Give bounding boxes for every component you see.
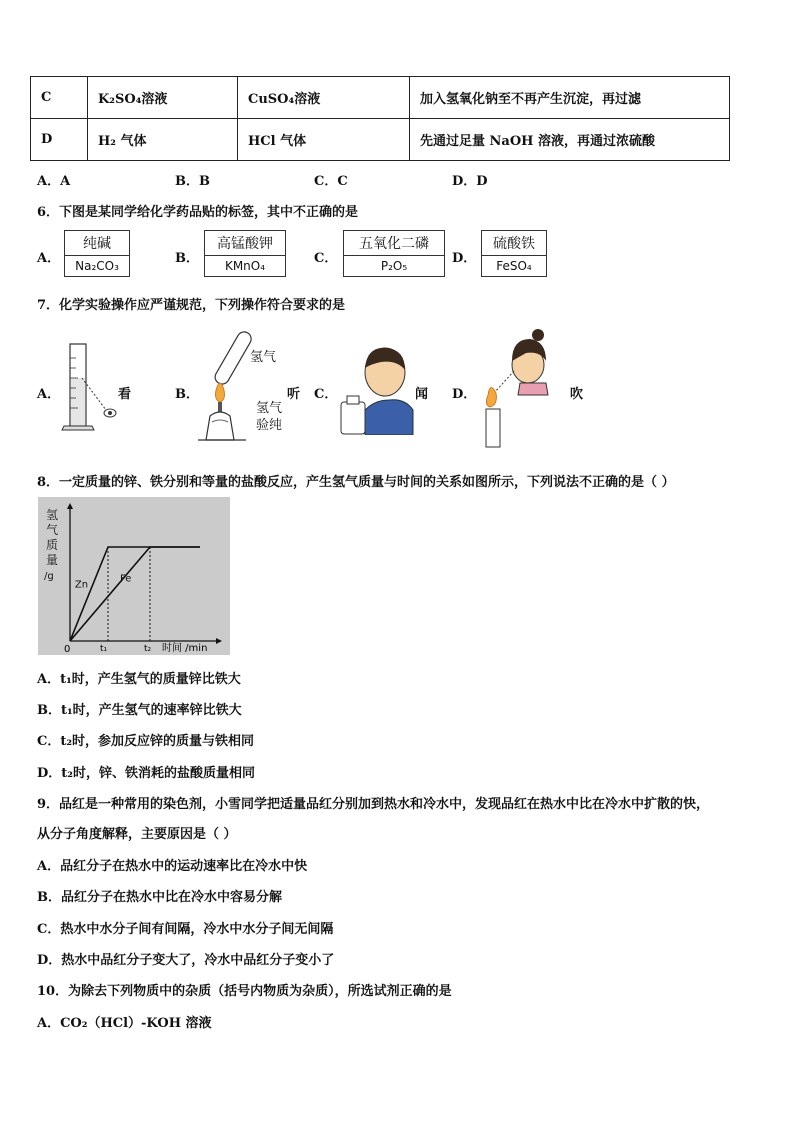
label-name: 五氧化二磷 bbox=[344, 231, 444, 256]
series-line-zn bbox=[70, 547, 200, 641]
row-method: 先通过足量 NaOH 溶液，再通过浓硫酸 bbox=[410, 119, 730, 161]
y-label-line: /g bbox=[44, 571, 54, 582]
origin-label: 0 bbox=[64, 644, 71, 655]
tube-label-hydrogen: 氢气 bbox=[250, 350, 277, 365]
table-row bbox=[31, 119, 730, 161]
q6-option-a-letter[interactable]: A． bbox=[37, 251, 61, 266]
q9-stem-line1: 9．品红是一种常用的染色剂，小雪同学把适量品红分别加到热水和冷水中，发现品红在热水中比在冷水中扩散的快， bbox=[37, 797, 710, 812]
q6-option-d-letter[interactable]: D． bbox=[452, 251, 477, 266]
flame-label-hydrogen: 氢气 bbox=[256, 401, 283, 416]
q5-option-d[interactable]: D．D bbox=[452, 174, 488, 189]
q9-option-d[interactable]: D．热水中品红分子变大了，冷水中品红分子变小了 bbox=[37, 953, 335, 968]
x-tick-t2: t₂ bbox=[144, 644, 152, 654]
graduated-cylinder-illustration bbox=[58, 338, 124, 438]
q9-option-b[interactable]: B．品红分子在热水中比在冷水中容易分解 bbox=[37, 890, 282, 905]
series-label-fe: Fe bbox=[120, 573, 132, 585]
label-formula: KMnO₄ bbox=[224, 259, 266, 273]
q5-option-a[interactable]: A．A bbox=[37, 174, 71, 189]
q7-option-b-caption: 听 bbox=[287, 387, 301, 402]
label-formula: FeSO₄ bbox=[496, 259, 532, 273]
row-impurity: CuSO₄溶液 bbox=[238, 77, 410, 119]
y-label-line: 质 bbox=[46, 538, 59, 552]
y-axis-arrow bbox=[67, 503, 73, 509]
q8-option-c[interactable]: C．t₂时，参加反应锌的质量与铁相同 bbox=[37, 734, 255, 749]
q6-option-b-label[interactable] bbox=[204, 230, 286, 277]
q9-option-c[interactable]: C．热水中水分子间有间隔，冷水中水分子间无间隔 bbox=[37, 922, 334, 937]
flame-label-purity: 验纯 bbox=[256, 418, 283, 433]
q8-stem: 8．一定质量的锌、铁分别和等量的盐酸反应，产生氢气质量与时间的关系如图所示，下列说法不正确的是（ ） bbox=[37, 475, 675, 490]
q5-option-b[interactable]: B．B bbox=[175, 174, 210, 189]
q6-option-c-label[interactable] bbox=[343, 230, 445, 277]
q7-option-a-letter[interactable]: A． bbox=[37, 387, 61, 402]
row-method: 加入氢氧化钠至不再产生沉淀，再过滤 bbox=[410, 77, 730, 119]
row-letter: C bbox=[31, 77, 88, 119]
label-name: 高锰酸钾 bbox=[205, 231, 285, 256]
x-axis-label: 时间 /min bbox=[162, 643, 208, 654]
label-formula: Na₂CO₃ bbox=[75, 259, 119, 273]
q6-stem: 6．下图是某同学给化学药品贴的标签，其中不正确的是 bbox=[37, 205, 359, 220]
q8-option-d[interactable]: D．t₂时，锌、铁消耗的盐酸质量相同 bbox=[37, 766, 255, 781]
y-label-line: 氢 bbox=[46, 508, 59, 522]
x-tick-t1: t₁ bbox=[100, 644, 108, 654]
q6-option-b-letter[interactable]: B． bbox=[175, 251, 199, 266]
q6-option-a-label[interactable] bbox=[64, 230, 130, 277]
q7-stem: 7．化学实验操作应严谨规范，下列操作符合要求的是 bbox=[37, 298, 346, 313]
q7-option-a-caption: 看 bbox=[118, 387, 132, 402]
q8-option-b[interactable]: B．t₁时，产生氢气的速率锌比铁大 bbox=[37, 703, 242, 718]
q7-option-c-letter[interactable]: C． bbox=[314, 387, 338, 402]
y-label-line: 量 bbox=[46, 553, 59, 567]
q5-option-c[interactable]: C．C bbox=[314, 174, 348, 189]
q10-option-a[interactable]: A．CO₂（HCl）-KOH 溶液 bbox=[37, 1016, 212, 1031]
q9-option-a[interactable]: A．品红分子在热水中的运动速率比在冷水中快 bbox=[37, 859, 308, 874]
blowing-out-candle-illustration bbox=[476, 325, 566, 450]
hydrogen-mass-time-chart bbox=[38, 497, 230, 655]
row-substance: K₂SO₄溶液 bbox=[88, 77, 238, 119]
q7-option-d-letter[interactable]: D． bbox=[452, 387, 477, 402]
label-formula: P₂O₅ bbox=[380, 259, 408, 273]
label-name: 硫酸铁 bbox=[482, 231, 546, 256]
row-substance: H₂ 气体 bbox=[88, 119, 238, 161]
q7-option-b-letter[interactable]: B． bbox=[175, 387, 199, 402]
q8-option-a[interactable]: A．t₁时，产生氢气的质量锌比铁大 bbox=[37, 672, 241, 687]
q7-option-c-caption: 闻 bbox=[415, 387, 429, 402]
q5-table bbox=[30, 76, 730, 161]
row-letter: D bbox=[31, 119, 88, 161]
q9-stem-line2: 从分子角度解释，主要原因是（ ） bbox=[37, 827, 237, 842]
x-axis-arrow bbox=[216, 638, 222, 644]
y-axis-label bbox=[44, 508, 58, 582]
q6-option-d-label[interactable] bbox=[481, 230, 547, 277]
label-name: 纯碱 bbox=[65, 231, 129, 256]
table-row bbox=[31, 77, 730, 119]
series-label-zn: Zn bbox=[74, 579, 89, 591]
series-group bbox=[70, 547, 200, 641]
y-label-line: 气 bbox=[46, 523, 59, 537]
q6-option-c-letter[interactable]: C． bbox=[314, 251, 338, 266]
chart-svg bbox=[38, 497, 230, 655]
row-impurity: HCl 气体 bbox=[238, 119, 410, 161]
q10-stem: 10．为除去下列物质中的杂质（括号内物质为杂质），所选试剂正确的是 bbox=[37, 984, 452, 999]
q7-option-d-caption: 吹 bbox=[570, 387, 584, 402]
smelling-illustration bbox=[335, 340, 415, 435]
